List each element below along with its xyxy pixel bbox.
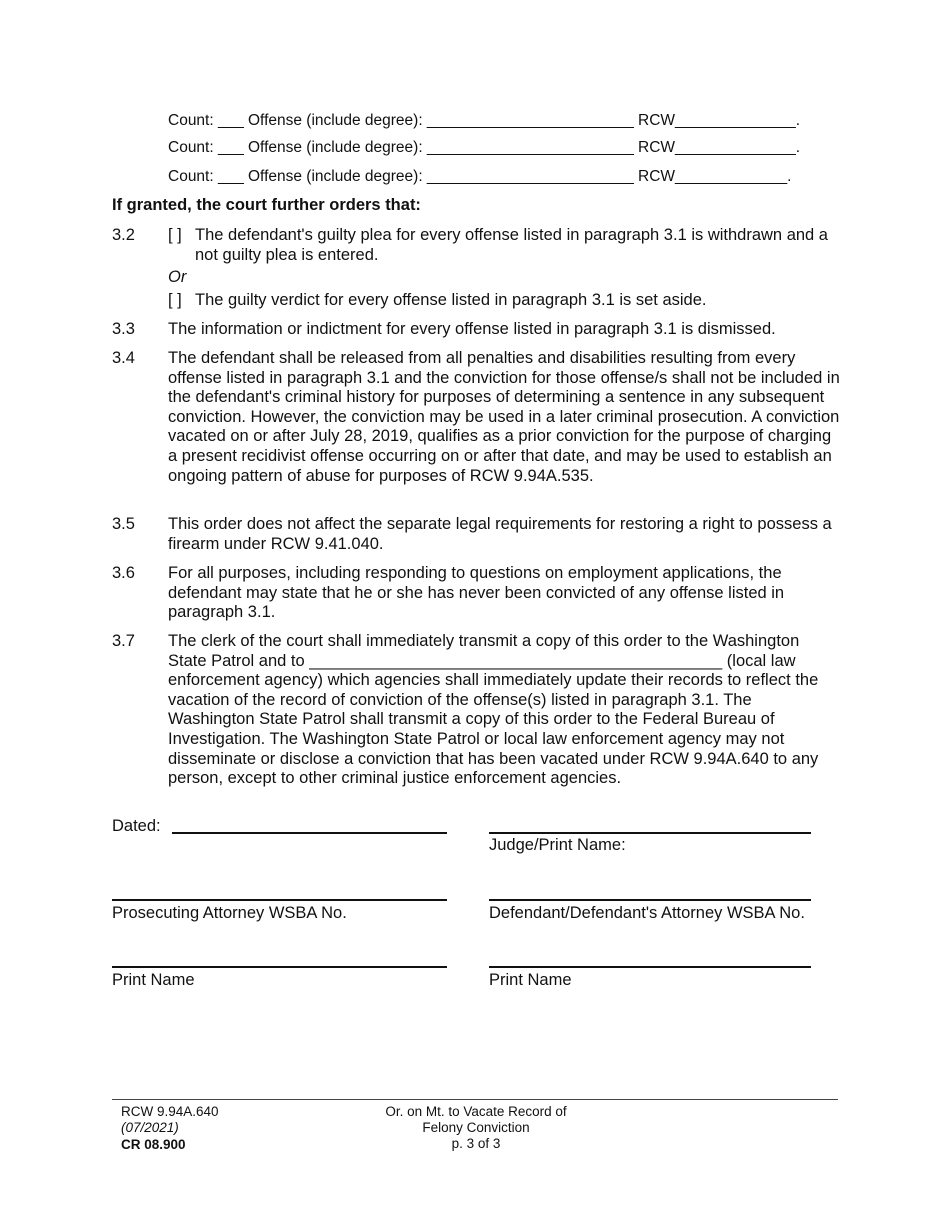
print-name-line-right[interactable] [489,966,811,968]
footer-title-1: Or. on Mt. to Vacate Record of [385,1104,567,1119]
judge-signature-line[interactable] [489,832,811,834]
defendant-label: Defendant/Defendant's Attorney WSBA No. [489,904,805,922]
or-label: Or [168,268,187,286]
footer-rcw: RCW 9.94A.640 [121,1104,219,1119]
section-number: 3.4 [112,349,135,367]
section-3-6-text: For all purposes, including responding to questions on employment applications, the defendant may state that he or she has never been convicted of any offense listed in paragraph 3.1. [168,564,785,622]
section-number: 3.7 [112,632,135,650]
checkbox-plea-withdrawn[interactable]: [ ] [168,226,182,244]
print-name-left: Print Name [112,971,195,989]
count-label: Count: ___ [168,112,244,129]
dated-label: Dated: [112,817,161,835]
count-label: Count: ___ [168,168,244,185]
section-number: 3.3 [112,320,135,338]
section-number: 3.5 [112,515,135,533]
option-verdict-set-aside: The guilty verdict for every offense listed in paragraph 3.1 is set aside. [195,291,707,309]
prosecutor-signature-line[interactable] [112,899,447,901]
print-name-right: Print Name [489,971,572,989]
dated-line[interactable] [172,832,447,834]
defendant-signature-line[interactable] [489,899,811,901]
offense-field[interactable]: Offense (include degree): ________________________ [248,168,634,185]
section-3-3-text: The information or indictment for every offense listed in paragraph 3.1 is dismissed. [168,320,776,338]
footer-rule [112,1099,838,1100]
offense-field[interactable]: Offense (include degree): ________________________ [248,112,634,129]
rcw-field[interactable]: RCW_____________. [638,168,792,185]
print-name-line-left[interactable] [112,966,447,968]
section-3-4-text: The defendant shall be released from all penalties and disabilities resulting from every offense listed in paragraph 3.1 and the conviction for those offense/s shall not be included in the defendant's criminal history for purposes of determining a sentence in any subsequent conviction. However, the conviction may be used in a later criminal prosecution. A conviction vacated on or after July 28, 2019, qualifies as a prior conviction for the purpose of charging a present recidivist offense occurring on or after that date, and may be used to establish an ongoing pattern of abuse for purposes of RCW 9.94A.535. [168,349,840,485]
offense-field[interactable]: Offense (include degree): ________________________ [248,139,634,156]
section-3-5-text: This order does not affect the separate legal requirements for restoring a right to possess a firearm under RCW 9.41.040. [168,515,832,553]
rcw-field[interactable]: RCW______________. [638,139,801,156]
count-label: Count: ___ [168,139,244,156]
orders-heading: If granted, the court further orders that: [112,196,421,214]
section-3-7-text: The clerk of the court shall immediately transmit a copy of this order to the Washington State Patrol and to _____________________________________________ (local law enforcement agency) which agencies shall immediately update their records to reflect the vacation of the record of conviction of the offense(s) listed in paragraph 3.1. The Washington State Patrol shall transmit a copy of this order to the Federal Bureau of Investigation. The Washington State Patrol or local law enforcement agency may not disseminate or disclose a conviction that has been vacated under RCW 9.94A.640 to any person, except to other criminal justice enforcement agencies. [168,632,819,788]
footer-form-number: CR 08.900 [121,1137,186,1152]
prosecutor-label: Prosecuting Attorney WSBA No. [112,904,347,922]
footer-page-number: p. 3 of 3 [451,1136,501,1151]
section-number: 3.2 [112,226,135,244]
option-plea-withdrawn: The defendant's guilty plea for every offense listed in paragraph 3.1 is withdrawn and a not guilty plea is entered. [195,226,828,264]
checkbox-verdict-set-aside[interactable]: [ ] [168,291,182,309]
rcw-field[interactable]: RCW______________. [638,112,801,129]
judge-label: Judge/Print Name: [489,836,626,854]
footer-title-2: Felony Conviction [422,1120,530,1135]
section-number: 3.6 [112,564,135,582]
footer-date: (07/2021) [121,1120,179,1135]
